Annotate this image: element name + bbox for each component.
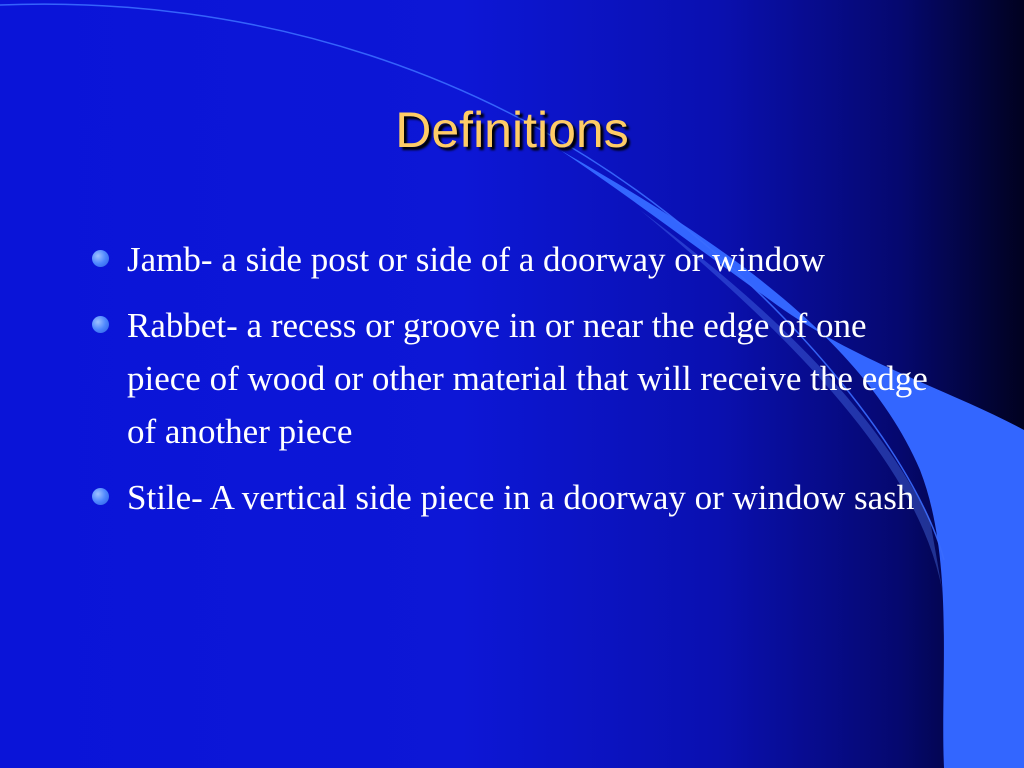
bullet-item-rabbet [90,299,940,458]
bullet-text: Stile- A vertical side piece in a doorway or window sash [127,478,915,517]
bullet-dot-icon [92,250,109,267]
bullet-dot-icon [92,316,109,333]
bullet-text: Jamb- a side post or side of a doorway or window [127,240,825,279]
slide-title: Definitions [395,102,629,158]
bullet-item-jamb [90,233,940,286]
bullet-text: Rabbet- a recess or groove in or near the edge of one piece of wood or other material that will receive the edge of another piece [127,306,928,451]
bullet-list [90,233,940,537]
bullet-dot-icon [92,488,109,505]
bullet-item-stile [90,471,940,524]
